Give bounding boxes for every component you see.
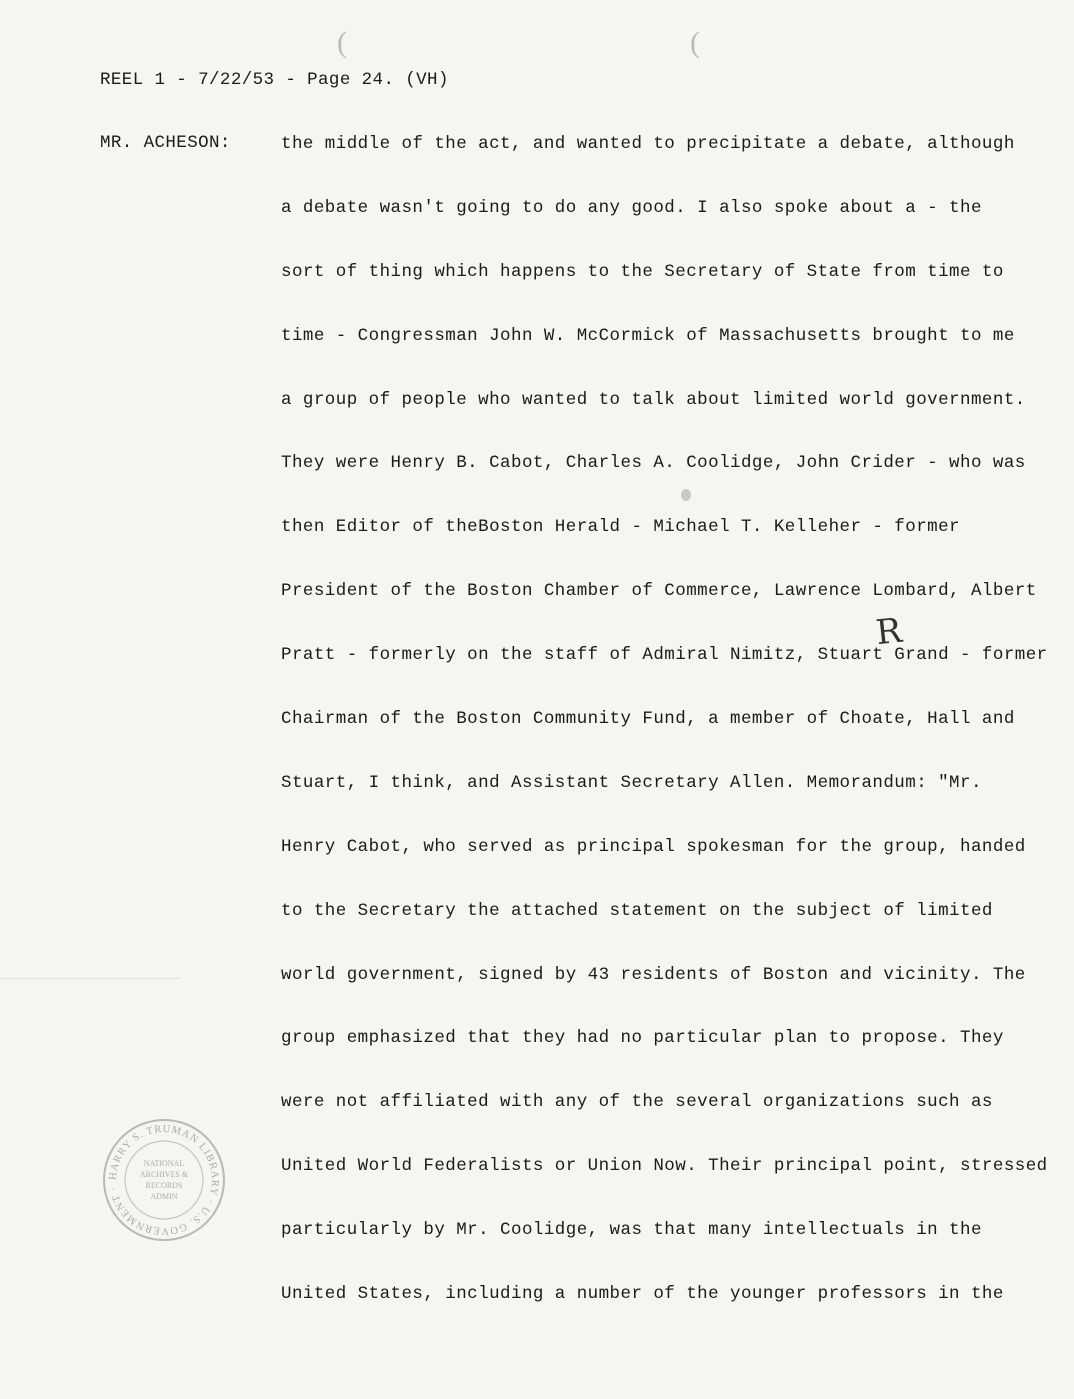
page-header: REEL 1 - 7/22/53 - Page 24. (VH) bbox=[100, 70, 449, 90]
transcript-line: Henry Cabot, who served as principal spokesman for the group, handed bbox=[281, 836, 1026, 857]
margin-mark-right: ( bbox=[690, 26, 700, 59]
ink-smudge bbox=[681, 489, 691, 501]
stamp-outer-text: HARRY S. TRUMAN LIBRARY · U.S. GOVERNMENT · bbox=[107, 1123, 221, 1237]
transcript-line: then Editor of theBoston Herald - Michael T. Kelleher - former bbox=[281, 517, 961, 538]
transcript-line: time - Congressman John W. McCormick of Massachusetts brought to me bbox=[281, 325, 1015, 346]
handwritten-correction: R bbox=[873, 610, 904, 654]
transcript-line: were not affiliated with any of the several organizations such as bbox=[281, 1092, 993, 1113]
stamp-inner-line: ARCHIVES & bbox=[139, 1170, 189, 1179]
truman-library-stamp-icon bbox=[100, 1116, 228, 1244]
paper-crease bbox=[0, 978, 180, 979]
transcript-line: world government, signed by 43 residents of Boston and vicinity. The bbox=[281, 964, 1026, 985]
speaker-label: MR. ACHESON: bbox=[100, 133, 231, 153]
transcript-line: to the Secretary the attached statement on the subject of limited bbox=[281, 900, 993, 921]
transcript-line: particularly by Mr. Coolidge, was that many intellectuals in the bbox=[281, 1220, 982, 1241]
transcript-body bbox=[281, 133, 1051, 1347]
transcript-line: Stuart, I think, and Assistant Secretary Allen. Memorandum: "Mr. bbox=[281, 772, 982, 793]
stamp-inner-line: ADMIN bbox=[150, 1192, 178, 1201]
transcript-line: Chairman of the Boston Community Fund, a member of Choate, Hall and bbox=[281, 709, 1015, 730]
transcript-line: the middle of the act, and wanted to precipitate a debate, although bbox=[281, 134, 1015, 154]
transcript-line: United States, including a number of the younger professors in the bbox=[281, 1284, 1004, 1305]
stamp-inner-line: RECORDS bbox=[145, 1181, 183, 1190]
transcript-line: sort of thing which happens to the Secretary of State from time to bbox=[281, 261, 1004, 282]
transcript-line: a group of people who wanted to talk about limited world government. bbox=[281, 389, 1026, 410]
transcript-line: President of the Boston Chamber of Commerce, Lawrence Lombard, Albert bbox=[281, 581, 1037, 602]
transcript-line: United World Federalists or Union Now. Their principal point, stressed bbox=[281, 1156, 1048, 1177]
transcript-line: They were Henry B. Cabot, Charles A. Coolidge, John Crider - who was bbox=[281, 453, 1026, 474]
stamp-inner-line: NATIONAL bbox=[143, 1159, 185, 1168]
transcript-line: a debate wasn't going to do any good. I also spoke about a - the bbox=[281, 197, 982, 218]
transcript-line: Pratt - formerly on the staff of Admiral Nimitz, Stuart Grand - former bbox=[281, 645, 1048, 666]
margin-mark-left: ( bbox=[337, 26, 347, 59]
transcript-line: group emphasized that they had no particular plan to propose. They bbox=[281, 1028, 1004, 1049]
